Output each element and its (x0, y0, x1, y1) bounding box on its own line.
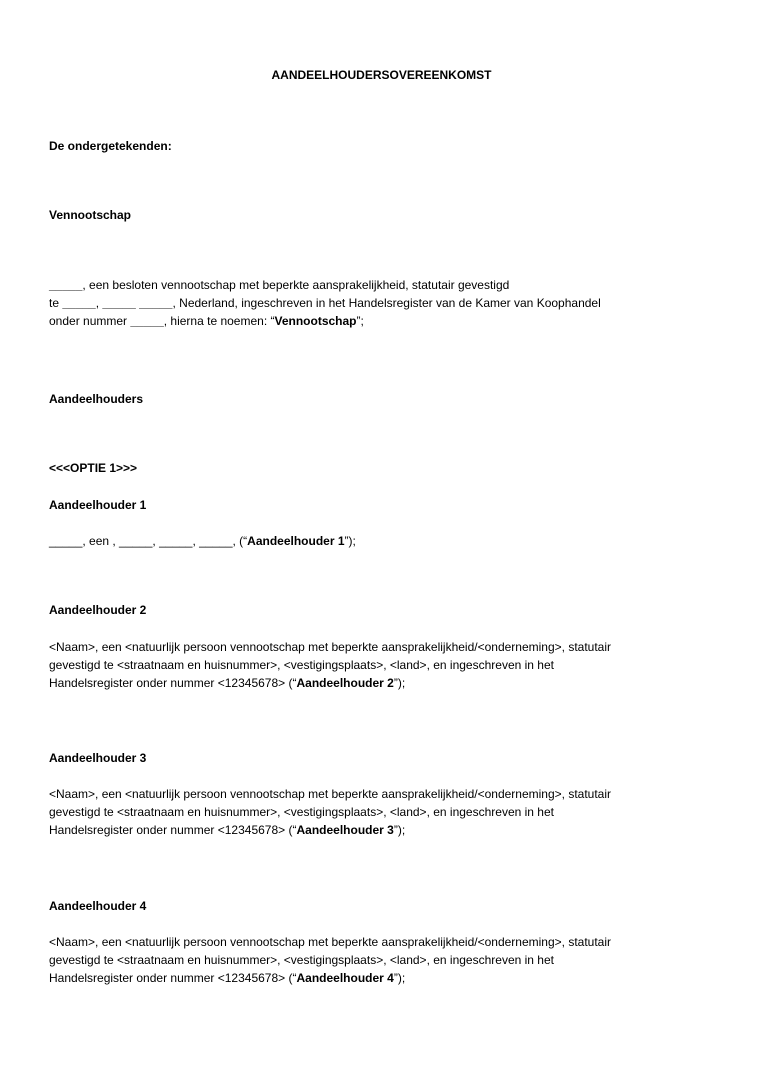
company-line-2: te _____, _____ _____, Nederland, ingeschreven in het Handelsregister van de Kamer van Koophandel (49, 296, 601, 310)
company-line-1: _____, een besloten vennootschap met beperkte aansprakelijkheid, statutair gevestigd (49, 278, 510, 292)
shareholder-2-heading: Aandeelhouder 2 (49, 603, 147, 617)
shareholder-3-paragraph: <Naam>, een <natuurlijk persoon vennootschap met beperkte aansprakelijkheid/<onderneming>, statutair gevestigd te <straatnaam en huisnummer>, <vestigingsplaats>, <land>, en ingeschreven in het Handelsregister onder nummer <12345678> (“Aandeelhouder 3”); (49, 787, 612, 837)
shareholder-1-defined-term: Aandeelhouder 1 (247, 534, 345, 548)
shareholder-2-paragraph: <Naam>, een <natuurlijk persoon vennootschap met beperkte aansprakelijkheid/<onderneming>, statutair gevestigd te <straatnaam en huisnummer>, <vestigingsplaats>, <land>, en ingeschreven in het Handelsregister onder nummer <12345678> (“Aandeelhouder 2”); (49, 640, 612, 690)
option-label: <<<OPTIE 1>>> (49, 461, 138, 475)
shareholders-heading: Aandeelhouders (49, 392, 144, 406)
company-name-blank[interactable]: _____ (49, 278, 83, 292)
shareholder-1-paragraph: _____, een , _____, _____, _____, (“Aandeelhouder 1”); (49, 534, 356, 548)
parties-heading: De ondergetekenden: (49, 139, 172, 153)
company-postcode-blank[interactable]: _____ (102, 296, 136, 310)
company-line-3: onder nummer _____, hierna te noemen: “Vennootschap”; (49, 314, 364, 328)
shareholder-1-heading: Aandeelhouder 1 (49, 498, 147, 512)
company-city-blank[interactable]: _____ (139, 296, 173, 310)
shareholder-4-heading: Aandeelhouder 4 (49, 899, 147, 913)
shareholder-3-defined-term: Aandeelhouder 3 (296, 823, 394, 837)
shareholder-3-heading: Aandeelhouder 3 (49, 751, 147, 765)
company-number-blank[interactable]: _____ (130, 314, 164, 328)
company-defined-term: Vennootschap (274, 314, 357, 328)
company-paragraph (49, 276, 729, 330)
shareholder-4-defined-term: Aandeelhouder 4 (296, 971, 394, 985)
document-title: AANDEELHOUDERSOVEREENKOMST (271, 68, 492, 82)
shareholder-4-paragraph: <Naam>, een <natuurlijk persoon vennootschap met beperkte aansprakelijkheid/<onderneming>, statutair gevestigd te <straatnaam en huisnummer>, <vestigingsplaats>, <land>, en ingeschreven in het Handelsregister onder nummer <12345678> (“Aandeelhouder 4”); (49, 935, 612, 985)
company-street-blank[interactable]: _____ (62, 296, 96, 310)
company-heading: Vennootschap (49, 208, 132, 222)
shareholder-2-defined-term: Aandeelhouder 2 (296, 676, 394, 690)
